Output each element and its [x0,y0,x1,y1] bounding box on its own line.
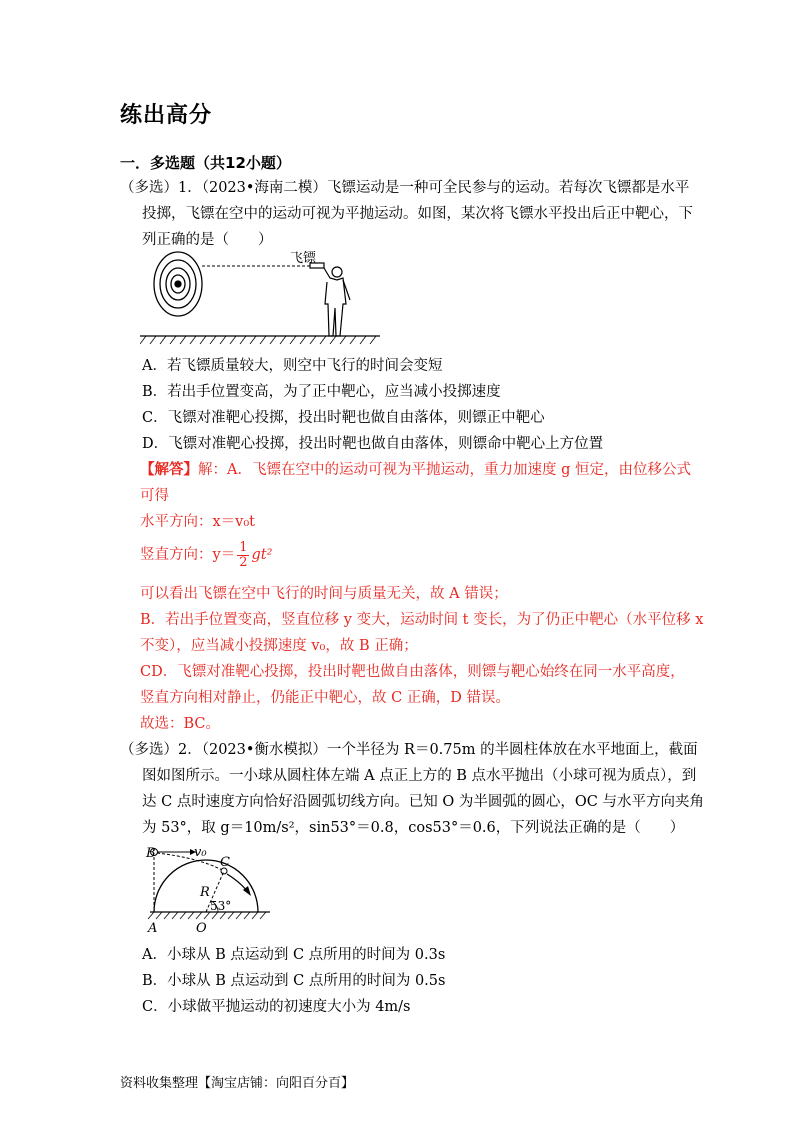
q2-stem-line2: 图如图所示。一小球从圆柱体左端 A 点正上方的 B 点水平抛出（小球可视为质点），到 [142,768,697,784]
q1-answer-b1: B．若出手位置变高，竖直位移 y 变大，运动时间 t 变长，为了仍正中靶心（水平位移 x [140,612,704,628]
q2-option-a: A．小球从 B 点运动到 C 点所用的时间为 0.3s [142,947,446,963]
ground-hatching [148,912,266,919]
q1-dart-figure [140,246,380,346]
q1-answer-b2: 不变），应当减小投掷速度 v₀，故 B 正确； [140,638,418,654]
q1-stem-line3: 列正确的是（ ） [142,232,273,248]
q1-answer-horizontal: 水平方向：x＝v₀t [140,514,256,530]
fraction-denominator: 2 [239,554,248,570]
q1-answer-cd1: CD．飞镖对准靶心投掷，投出时靶也做自由落体，则镖与靶心始终在同一水平高度， [140,664,685,680]
answer-tag: 【解答】 [140,461,198,478]
label-a: A [148,921,158,936]
page-title: 练出高分 [120,103,213,128]
q1-answer-line1 [140,460,691,480]
ground-hatching [140,336,376,344]
q1-option-d: D．飞镖对准靶心投掷，投出时靶也做自由落体，则镖命中靶心上方位置 [142,436,604,452]
q2-stem-line3: 达 C 点时速度方向恰好沿圆弧切线方向。已知 O 为半圆弧的圆心，OC 与水平方向夹角 [142,794,705,810]
label-r: R [200,885,210,900]
q1-option-b: B．若出手位置变高，为了正中靶心，应当减小投掷速度 [142,384,501,400]
q2-semicylinder-figure [140,840,280,938]
q1-answer-conclusion: 故选：BC。 [140,716,221,732]
section-heading: 一．多选题（共12小题） [120,154,291,172]
q1-option-c: C．飞镖对准靶心投掷，投出时靶也做自由落体，则镖正中靶心 [142,410,545,426]
label-c: C [220,855,230,870]
page-footer: 资料收集整理【淘宝店铺：向阳百分百】 [120,1076,355,1091]
vertical-prefix: 竖直方向：y＝ [140,547,236,563]
fraction-one-half [237,541,249,570]
label-angle: 53° [210,899,232,913]
q2-stem-line1: （多选）2．（2023•衡水模拟）一个半径为 R＝0.75m 的半圆柱体放在水平地面上，截面 [120,742,698,758]
person-figure [310,263,350,336]
label-v0: v₀ [194,845,207,860]
vertical-suffix: gt² [251,547,273,563]
q1-answer-vertical [140,538,272,572]
q1-stem-line1: （多选）1．（2023•海南二模）飞镖运动是一种可全民参与的运动。若每次飞镖都是水平 [120,180,690,196]
q2-option-c: C．小球做平抛运动的初速度大小为 4m/s [142,999,411,1015]
q1-answer-cd2: 竖直方向相对静止，仍能正中靶心，故 C 正确，D 错误。 [140,690,511,706]
label-o: O [196,921,207,936]
fraction-numerator: 1 [239,539,248,555]
dart-label: 飞镖 [290,251,317,266]
q1-answer-line3: 可以看出飞镖在空中飞行的时间与质量无关，故 A 错误； [140,586,508,602]
dartboard [154,252,202,316]
q1-answer-line2: 可得 [140,488,169,504]
label-b: B [146,846,156,861]
q1-option-a: A．若飞镖质量较大，则空中飞行的时间会变短 [142,358,443,374]
answer-text-a1: 解：A．飞镖在空中的运动可视为平抛运动，重力加速度 g 恒定，由位移公式 [198,462,691,478]
q2-option-b: B．小球从 B 点运动到 C 点所用的时间为 0.5s [142,973,446,989]
q1-stem-line2: 投掷，飞镖在空中的运动可视为平抛运动。如图，某次将飞镖水平投出后正中靶心，下 [142,206,693,222]
q2-stem-line4: 为 53°，取 g＝10m/s²，sin53°＝0.8，cos53°＝0.6，下列说法正确的是（ ） [142,820,685,836]
